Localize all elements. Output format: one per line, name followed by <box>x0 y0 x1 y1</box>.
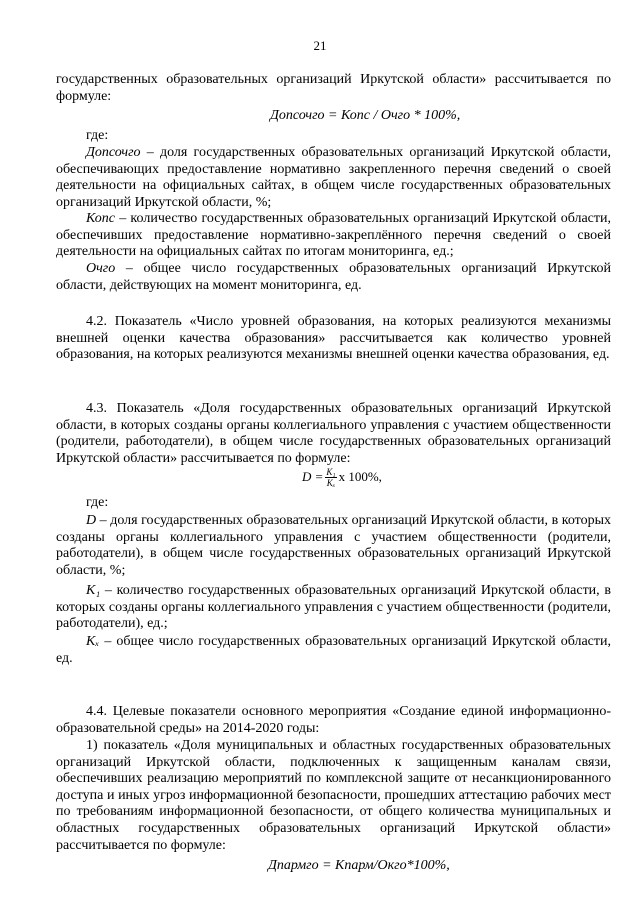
term-d: D <box>86 513 97 528</box>
term-k1: K₁ <box>86 583 101 598</box>
definition-k1: K₁ – количество государственных образовательных организаций Иркутской области, в которых созданы органы коллегиального управления с участием общественности (родители, работодатели), ед.; <box>56 583 611 632</box>
definition-kx: Kₓ – общее число государственных образовательных организаций Иркутской области, ед. <box>56 634 611 666</box>
term-kx: Kₓ <box>86 634 100 649</box>
definition-d: D – доля государственных образовательных организаций Иркутской области, в которых созданы органы коллегиального управления с участием общественности (родители, работодатели), в общем числе государственных образовательных организаций Иркутской области, %; <box>56 513 611 578</box>
term-dopsochgo: Допсочго <box>86 145 141 160</box>
section-4-4-item-1: 1) показатель «Доля муниципальных и областных государственных образовательных организаций Иркутской области, подключенных к защищенным каналам связи, обеспечивших реализацию мероприятий по комплексной защите от несанкционированного доступа и иных угроз информационной безопасности, прошедших аттестацию рабочих мест по требованиям информационной безопасности, от общего количества муниципальных и областных государственных образовательных организаций Иркутской области» рассчитывается по формуле: <box>56 738 611 853</box>
definition-kops: Копс – количество государственных образовательных организаций Иркутской области, обеспечивших предоставление нормативно-закреплённого перечня сведений о своей деятельности на официальных сайтах по итогам мониторинга, ед.; <box>56 211 611 260</box>
where-label-2: где: <box>86 495 109 510</box>
definition-ochgo: Очго – общее число государственных образовательных организаций Иркутской области, действующих на момент мониторинга, ед. <box>56 261 611 293</box>
formula-dopsochgo: Допсочго = Копс / Очго * 100%, <box>270 108 461 123</box>
formula-d <box>302 467 382 488</box>
formula-d-numerator: K₁ <box>326 467 336 477</box>
definition-dopsochgo: Допсочго – доля государственных образовательных организаций Иркутской области, обеспечивающих предоставление нормативно закрепленного перечня сведений о своей деятельности на официальных сайтах, в общем числе государственных образовательных организаций Иркутской области, %; <box>56 145 611 210</box>
term-kops: Копс <box>86 211 115 226</box>
paragraph-continuation: государственных образовательных организаций Иркутской области» рассчитывается по формуле: <box>56 72 611 104</box>
formula-d-fraction <box>325 467 336 488</box>
page-number: 21 <box>313 38 327 53</box>
section-4-4: 4.4. Целевые показатели основного мероприятия «Создание единой информационно-образовательной среды» на 2014-2020 годы: <box>56 704 611 736</box>
formula-d-denominator: Kₓ <box>326 478 336 488</box>
formula-d-rhs: x 100%, <box>338 469 382 485</box>
term-ochgo: Очго <box>86 261 116 276</box>
where-label: где: <box>86 128 109 143</box>
formula-dparmgo: Дпармго = Кпарм/Окго*100%, <box>268 858 450 873</box>
section-4-3: 4.3. Показатель «Доля государственных образовательных организаций Иркутской области, в которых созданы органы коллегиального управления с участием общественности (родители, работодатели), в общем числе государственных образовательных организаций Иркутской области» рассчитывается по формуле: <box>56 401 611 466</box>
formula-d-lhs: D = <box>302 469 324 485</box>
section-4-2: 4.2. Показатель «Число уровней образования, на которых реализуются механизмы внешней оценки качества образования» рассчитывается как количество уровней образования, на которых реализуются механизмы внешней оценки качества образования, ед. <box>56 314 611 363</box>
